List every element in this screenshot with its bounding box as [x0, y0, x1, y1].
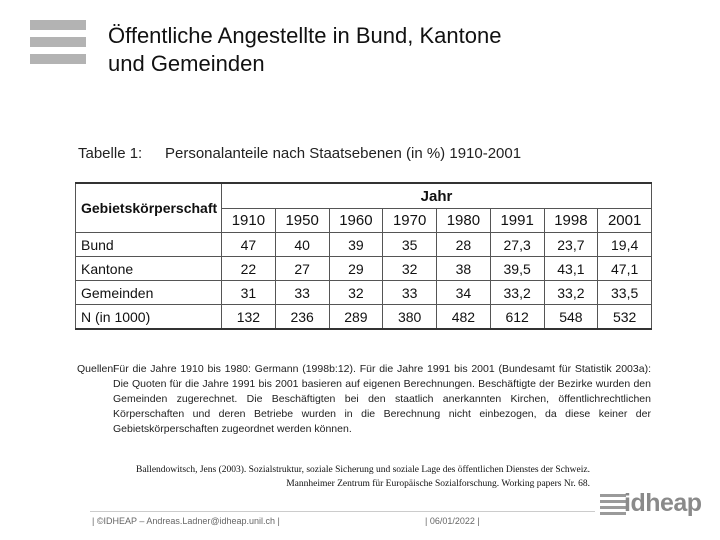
year-header: 1970 — [383, 209, 437, 233]
row-label: N (in 1000) — [76, 305, 222, 330]
table-cell: 33,2 — [544, 281, 598, 305]
table-cell: 532 — [598, 305, 652, 330]
data-table — [75, 182, 652, 330]
table-cell: 236 — [275, 305, 329, 330]
year-header: 1910 — [222, 209, 276, 233]
table-cell: 40 — [275, 233, 329, 257]
row-label: Kantone — [76, 257, 222, 281]
table-cell: 33,5 — [598, 281, 652, 305]
table-cell: 47 — [222, 233, 276, 257]
table-cell: 27,3 — [490, 233, 544, 257]
table-cell: 289 — [329, 305, 383, 330]
row-label: Bund — [76, 233, 222, 257]
table-row — [76, 281, 652, 305]
logo-text: idheap — [624, 489, 702, 517]
footer-date: | 06/01/2022 | — [425, 516, 480, 526]
table-cell: 47,1 — [598, 257, 652, 281]
table-cell: 39 — [329, 233, 383, 257]
reference — [90, 463, 590, 491]
table-cell: 33 — [275, 281, 329, 305]
year-group-header: Jahr — [222, 183, 652, 209]
corner-header: Gebietskörperschaft — [76, 183, 222, 233]
table-cell: 31 — [222, 281, 276, 305]
table-cell: 132 — [222, 305, 276, 330]
idheap-logo — [600, 489, 702, 520]
sources-lead: Quellen: — [77, 363, 117, 375]
table-row — [76, 233, 652, 257]
logo-bars-icon — [600, 494, 626, 518]
table-cell: 43,1 — [544, 257, 598, 281]
table-cell: 548 — [544, 305, 598, 330]
table-cell: 38 — [437, 257, 491, 281]
table-cell: 32 — [383, 257, 437, 281]
year-header: 2001 — [598, 209, 652, 233]
footer-contact: | ©IDHEAP – Andreas.Ladner@idheap.unil.ch | — [92, 516, 280, 526]
table-cell: 34 — [437, 281, 491, 305]
table-cell: 612 — [490, 305, 544, 330]
year-header: 1998 — [544, 209, 598, 233]
table-cell: 39,5 — [490, 257, 544, 281]
reference-line-1: Ballendowitsch, Jens (2003). Sozialstruktur, soziale Sicherung und soziale Lage des öffentlichen Dienstes der Schweiz. — [135, 465, 590, 475]
reference-line-2: Mannheimer Zentrum für Europäische Sozialforschung. Working papers Nr. 68. — [286, 479, 590, 489]
row-label: Gemeinden — [76, 281, 222, 305]
table-cell: 32 — [329, 281, 383, 305]
table-cell: 19,4 — [598, 233, 652, 257]
footer-divider — [90, 511, 595, 512]
table-cell: 380 — [383, 305, 437, 330]
year-header: 1950 — [275, 209, 329, 233]
year-header: 1980 — [437, 209, 491, 233]
page-title — [108, 22, 668, 78]
sources-note — [77, 362, 651, 437]
table-cell: 22 — [222, 257, 276, 281]
year-header: 1960 — [329, 209, 383, 233]
table-caption: Personalanteile nach Staatsebenen (in %) 1910-2001 — [165, 145, 522, 162]
table-cell: 33,2 — [490, 281, 544, 305]
table-cell: 482 — [437, 305, 491, 330]
sources-text: Für die Jahre 1910 bis 1980: Germann (1998b:12). Für die Jahre 1991 bis 2001 (Bundesamt für Statistik 2003a): Die Quoten für die Jahre 1991 bis 2001 basieren auf eigenen Berechnungen. Beschäftigte der Bezirke wurden den Gemeinden zugerechnet. Die Beschäftigten bei den staatlich anerkannten Kirchen, öffentlichrechtlichen Körperschaften und deren Betriebe wurden in die Berechnung nicht einbezogen, da diese keiner der Gebietskörperschaften zugeordnet werden können. — [113, 363, 651, 435]
table-cell: 27 — [275, 257, 329, 281]
table-cell: 23,7 — [544, 233, 598, 257]
table-cell: 29 — [329, 257, 383, 281]
table-row — [76, 305, 652, 330]
year-header: 1991 — [490, 209, 544, 233]
menu-bars-icon — [30, 20, 86, 71]
title-line-2: und Gemeinden — [108, 51, 265, 76]
table-label: Tabelle 1: — [78, 145, 143, 162]
title-line-1: Öffentliche Angestellte in Bund, Kantone — [108, 23, 502, 48]
table-row — [76, 257, 652, 281]
table-cell: 33 — [383, 281, 437, 305]
table-cell: 35 — [383, 233, 437, 257]
table-cell: 28 — [437, 233, 491, 257]
